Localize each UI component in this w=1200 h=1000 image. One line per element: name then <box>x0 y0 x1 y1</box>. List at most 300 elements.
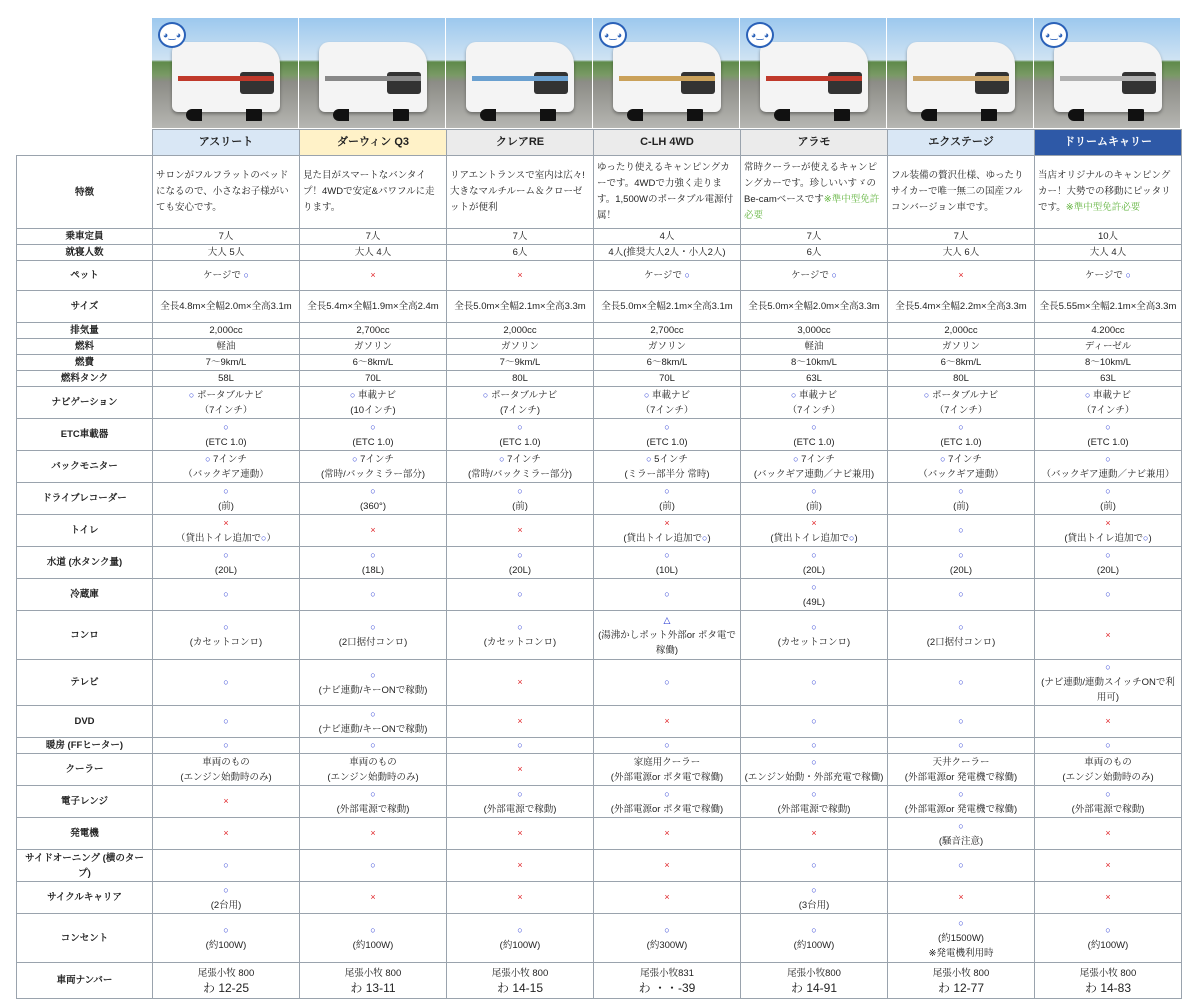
spec-detail: (ETC 1.0) <box>646 436 688 448</box>
unavailable-cross-icon: × <box>517 677 523 687</box>
spec-value: 7人 <box>365 231 381 242</box>
spec-text: ) <box>854 532 858 544</box>
spec-text: 7インチ <box>798 453 835 465</box>
spec-value <box>744 787 884 802</box>
available-circle-icon: ○ <box>958 917 964 928</box>
available-circle-icon: ○ <box>664 421 670 432</box>
spec-value <box>303 668 443 683</box>
spec-value: 6〜8km/L <box>646 357 688 368</box>
spec-value <box>303 523 443 538</box>
spec-value <box>156 587 296 602</box>
unavailable-cross-icon: × <box>1105 629 1111 640</box>
spec-cell <box>300 515 447 547</box>
spec-detail: (7インチ) <box>499 404 541 416</box>
spec-cell <box>741 323 888 339</box>
spec-cell <box>300 818 447 850</box>
unavailable-cross-icon: × <box>370 892 376 902</box>
spec-row <box>17 323 1182 339</box>
unavailable-cross-icon: × <box>223 828 229 838</box>
spec-value <box>156 516 296 531</box>
unavailable-cross-icon: × <box>517 828 523 838</box>
spec-value <box>597 714 737 729</box>
available-circle-icon: ○ <box>1105 485 1111 496</box>
spec-cell <box>741 882 888 914</box>
spec-cell <box>447 371 594 387</box>
spec-value <box>744 548 884 563</box>
spec-cell <box>447 229 594 245</box>
unavailable-cross-icon: × <box>664 892 670 902</box>
spec-cell <box>888 850 1035 882</box>
spec-value <box>891 420 1031 435</box>
spec-value <box>744 826 884 841</box>
spec-row <box>17 339 1182 355</box>
available-circle-icon: ○ <box>811 677 817 687</box>
spec-text: 車載ナビ <box>1090 389 1132 401</box>
spec-cell <box>594 754 741 786</box>
spec-detail: (ETC 1.0) <box>1087 436 1129 448</box>
row-label: トイレ <box>17 515 153 547</box>
spec-value: 80L <box>512 373 528 384</box>
spec-value: 2,700cc <box>356 325 390 336</box>
row-label: テレビ <box>17 660 153 706</box>
spec-value <box>891 587 1031 602</box>
spec-cell <box>447 355 594 371</box>
feature-text: 常時クーラーが使えるキャンピングカーです。珍しいいすゞの Be-camベースです <box>744 162 878 205</box>
plate-number: わ 14-91 <box>790 980 838 995</box>
available-circle-icon: ○ <box>646 453 652 464</box>
spec-detail: (ナビ連動/連動スイッチONで利用可) <box>1041 677 1175 703</box>
spec-value <box>1038 268 1178 283</box>
available-circle-icon: ○ <box>664 925 670 935</box>
available-circle-icon: ○ <box>223 421 229 432</box>
spec-row <box>17 786 1182 818</box>
spec-value: 大人 4人 <box>354 247 392 258</box>
available-circle-icon: ○ <box>849 532 855 543</box>
available-circle-icon: ○ <box>223 925 229 935</box>
available-circle-icon: ○ <box>370 669 376 680</box>
spec-value <box>744 755 884 770</box>
spec-cell <box>153 547 300 579</box>
spec-value <box>156 420 296 435</box>
spec-value <box>303 738 443 753</box>
spec-cell <box>594 355 741 371</box>
spec-cell <box>153 291 300 323</box>
spec-cell <box>300 156 447 229</box>
spec-value <box>891 787 1031 802</box>
spec-cell <box>888 818 1035 850</box>
unavailable-cross-icon: × <box>811 828 817 838</box>
spec-value <box>744 714 884 729</box>
spec-value <box>1038 826 1178 841</box>
available-circle-icon: ○ <box>188 389 195 400</box>
spec-cell <box>1035 291 1182 323</box>
available-circle-icon: ○ <box>223 740 229 750</box>
plate-region: 尾張小牧 800 <box>1079 967 1137 979</box>
plate-number: わ 13-11 <box>350 980 396 995</box>
spec-detail: (エンジン始動時のみ) <box>1062 771 1154 783</box>
available-circle-icon: ○ <box>349 389 356 400</box>
plate-region: 尾張小牧 800 <box>344 967 402 979</box>
plate-region: 尾張小牧831 <box>640 967 694 979</box>
spec-value <box>744 738 884 753</box>
spec-detail: (ミラー部半分 常時) <box>624 468 710 480</box>
spec-detail: （7インチ） <box>787 404 841 416</box>
spec-cell <box>888 419 1035 451</box>
spec-cell <box>447 291 594 323</box>
spec-cell <box>153 706 300 738</box>
available-circle-icon: ○ <box>223 860 229 870</box>
spec-value: 63L <box>806 373 822 384</box>
spec-cell <box>594 291 741 323</box>
available-circle-icon: ○ <box>370 740 376 750</box>
model-header: アラモ <box>741 130 888 156</box>
spec-cell <box>300 229 447 245</box>
unavailable-cross-icon: × <box>1105 860 1111 870</box>
spec-cell <box>447 515 594 547</box>
spec-value <box>450 388 590 403</box>
spec-detail: (湯沸かしポット外部or ポタ電で稼働) <box>598 629 736 656</box>
spec-cell <box>1035 451 1182 483</box>
spec-detail <box>156 531 296 546</box>
spec-cell <box>741 850 888 882</box>
spec-value <box>450 890 590 905</box>
spec-cell <box>447 339 594 355</box>
spec-detail: (外部電源で稼動) <box>1071 803 1145 815</box>
spec-cell <box>594 483 741 515</box>
spec-cell <box>594 261 741 291</box>
available-circle-icon: ○ <box>370 925 376 935</box>
spec-detail: (外部電源で稼動) <box>777 803 851 815</box>
spec-value: 3,000cc <box>797 325 831 336</box>
spec-row <box>17 579 1182 611</box>
unavailable-cross-icon: × <box>1105 828 1111 838</box>
spec-value: 8〜10km/L <box>791 357 837 368</box>
available-circle-icon: ○ <box>1105 925 1111 935</box>
available-circle-icon: ○ <box>1084 389 1091 400</box>
row-label: 燃料タンク <box>17 371 153 387</box>
spec-detail: (エンジン始動時のみ) <box>180 771 272 783</box>
spec-text: ポータブルナビ <box>929 389 999 401</box>
spec-value <box>744 268 884 283</box>
row-label: ペット <box>17 261 153 291</box>
available-circle-icon: ○ <box>664 788 670 799</box>
spec-detail: (前) <box>512 500 528 512</box>
unavailable-cross-icon: × <box>517 892 523 902</box>
available-circle-icon: ○ <box>370 708 376 719</box>
spec-value <box>744 388 884 403</box>
spec-cell <box>447 419 594 451</box>
spec-cell <box>153 738 300 754</box>
spec-value: 大人 6人 <box>942 247 980 258</box>
spec-row <box>17 611 1182 660</box>
spec-value <box>303 923 443 938</box>
spec-value <box>450 858 590 873</box>
spec-cell <box>888 339 1035 355</box>
spec-cell <box>888 156 1035 229</box>
available-circle-icon: ○ <box>370 788 376 799</box>
spec-cell <box>888 706 1035 738</box>
available-circle-icon: ○ <box>811 925 817 935</box>
shop-logo-icon: ◕‿◕ <box>599 22 627 48</box>
spec-value <box>1038 452 1178 467</box>
spec-cell <box>1035 738 1182 754</box>
spec-value <box>597 675 737 690</box>
available-circle-icon: ○ <box>223 677 229 687</box>
available-circle-icon: ○ <box>1105 453 1111 464</box>
spec-cell <box>888 963 1035 999</box>
spec-value: 70L <box>365 373 381 384</box>
spec-value <box>891 819 1031 834</box>
spec-value: 6〜8km/L <box>940 357 982 368</box>
spec-cell <box>1035 387 1182 419</box>
spec-value <box>1038 787 1178 802</box>
spec-cell <box>594 419 741 451</box>
available-circle-icon: ○ <box>664 740 670 750</box>
spec-row <box>17 291 1182 323</box>
spec-value: 8〜10km/L <box>1085 357 1131 368</box>
row-label: 特徴 <box>17 156 153 229</box>
available-circle-icon: ○ <box>958 525 964 535</box>
spec-cell <box>447 754 594 786</box>
unavailable-cross-icon: × <box>223 517 229 528</box>
available-circle-icon: ○ <box>499 453 505 464</box>
spec-cell <box>594 963 741 999</box>
spec-value <box>450 787 590 802</box>
unavailable-cross-icon: × <box>664 828 670 838</box>
spec-cell <box>888 355 1035 371</box>
spec-detail: (ETC 1.0) <box>352 436 394 448</box>
spec-cell <box>594 387 741 419</box>
spec-value <box>597 890 737 905</box>
spec-cell <box>300 291 447 323</box>
van-stripe <box>766 76 862 81</box>
available-circle-icon: ○ <box>205 453 211 464</box>
available-circle-icon: ○ <box>370 589 376 599</box>
spec-detail: （バックギア連動） <box>918 468 1004 480</box>
spec-cell <box>741 786 888 818</box>
spec-cell <box>741 660 888 706</box>
available-circle-icon: ○ <box>352 453 358 464</box>
plate-number: わ 12-77 <box>937 980 985 995</box>
spec-cell <box>594 660 741 706</box>
available-circle-icon: ○ <box>517 421 523 432</box>
spec-row <box>17 451 1182 483</box>
spec-detail: (360°) <box>360 500 386 512</box>
van-stripe <box>178 76 274 81</box>
spec-value <box>156 620 296 635</box>
spec-detail: (外部電源で稼動) <box>483 803 557 815</box>
available-circle-icon: ○ <box>1105 662 1111 672</box>
spec-cell <box>1035 355 1182 371</box>
spec-text: 車載ナビ <box>649 389 691 401</box>
spec-cell <box>447 483 594 515</box>
spec-value: 4.200cc <box>1091 325 1125 336</box>
spec-text: (貸出トイレ追加で <box>770 532 850 544</box>
row-label: バックモニター <box>17 451 153 483</box>
spec-cell <box>153 339 300 355</box>
unavailable-cross-icon: × <box>370 525 376 535</box>
spec-cell <box>153 371 300 387</box>
spec-value: 4人 <box>659 231 675 242</box>
spec-value: 7人 <box>953 231 969 242</box>
spec-value: 6人 <box>806 247 822 258</box>
spec-detail: (20L) <box>802 564 826 576</box>
spec-value <box>450 620 590 635</box>
spec-cell <box>594 579 741 611</box>
spec-cell <box>1035 245 1182 261</box>
available-circle-icon: ○ <box>664 549 670 560</box>
unavailable-cross-icon: × <box>1105 892 1111 902</box>
spec-value <box>450 420 590 435</box>
spec-text: 7インチ <box>945 453 982 465</box>
spec-cell <box>888 611 1035 660</box>
available-circle-icon: ○ <box>1105 549 1111 560</box>
spec-row <box>17 229 1182 245</box>
spec-value <box>744 516 884 531</box>
available-circle-icon: ○ <box>702 532 708 543</box>
spec-value: 車両のもの <box>202 756 250 768</box>
spec-cell <box>300 738 447 754</box>
spec-value <box>156 858 296 873</box>
spec-cell <box>741 261 888 291</box>
spec-cell <box>741 339 888 355</box>
available-circle-icon: ○ <box>223 589 229 599</box>
spec-detail: (ETC 1.0) <box>940 436 982 448</box>
available-circle-icon: ○ <box>1105 740 1111 750</box>
spec-cell <box>888 914 1035 963</box>
spec-cell <box>594 229 741 245</box>
row-label: 排気量 <box>17 323 153 339</box>
spec-cell <box>741 515 888 547</box>
unavailable-cross-icon: × <box>1105 517 1111 528</box>
spec-cell <box>1035 339 1182 355</box>
spec-value <box>303 620 443 635</box>
spec-cell <box>300 660 447 706</box>
spec-text: ケージで <box>1085 270 1126 281</box>
available-circle-icon: ○ <box>831 270 837 280</box>
spec-value <box>450 268 590 283</box>
spec-cell <box>741 156 888 229</box>
available-circle-icon: ○ <box>790 389 797 400</box>
spec-cell <box>153 882 300 914</box>
available-circle-icon: ○ <box>1105 589 1111 599</box>
spec-cell <box>153 355 300 371</box>
spec-cell <box>594 882 741 914</box>
spec-detail: (2口据付コンロ) <box>338 637 408 648</box>
spec-value: 2,000cc <box>944 325 978 336</box>
spec-cell <box>153 483 300 515</box>
spec-detail: (外部電源or 発電機で稼働) <box>904 771 1018 783</box>
available-circle-icon: ○ <box>811 884 817 895</box>
spec-value <box>891 916 1031 931</box>
spec-cell <box>594 738 741 754</box>
row-label: サイドオーニング (横のタープ) <box>17 850 153 882</box>
spec-cell <box>447 786 594 818</box>
spec-text: (貸出トイレ追加で <box>1064 532 1144 544</box>
spec-cell <box>1035 706 1182 738</box>
spec-value <box>1038 516 1178 531</box>
spec-value <box>303 890 443 905</box>
spec-cell <box>888 579 1035 611</box>
spec-detail: (20L) <box>949 564 973 576</box>
spec-cell <box>300 754 447 786</box>
spec-row <box>17 754 1182 786</box>
spec-value <box>891 675 1031 690</box>
spec-value: ガソリン <box>500 341 539 352</box>
spec-value <box>303 388 443 403</box>
spec-value: 全長5.0m×全幅2.1m×全高3.1m <box>601 301 733 312</box>
spec-value <box>744 923 884 938</box>
spec-value: 大人 5人 <box>207 247 245 258</box>
plate-region: 尾張小牧 800 <box>197 967 255 979</box>
spec-value: 全長5.55m×全幅2.1m×全高3.3m <box>1039 301 1177 312</box>
spec-value <box>1038 923 1178 938</box>
spec-value <box>303 826 443 841</box>
spec-cell <box>594 371 741 387</box>
spec-detail: (前) <box>1100 500 1116 512</box>
spec-value <box>450 738 590 753</box>
spec-value: ディーゼル <box>1084 341 1132 352</box>
available-circle-icon: ○ <box>958 622 964 632</box>
spec-cell <box>888 387 1035 419</box>
spec-value <box>1038 548 1178 563</box>
spec-cell <box>741 371 888 387</box>
row-label: ドライブレコーダー <box>17 483 153 515</box>
spec-cell <box>300 483 447 515</box>
spec-cell <box>594 547 741 579</box>
available-circle-icon: ○ <box>261 532 267 543</box>
spec-value <box>597 826 737 841</box>
spec-cell <box>594 611 741 660</box>
available-circle-icon: ○ <box>958 549 964 560</box>
spec-cell <box>447 387 594 419</box>
spec-text: 7インチ <box>357 453 394 465</box>
spec-rows <box>17 156 1182 999</box>
spec-cell <box>888 451 1035 483</box>
spec-cell <box>153 387 300 419</box>
spec-detail: （7インチ） <box>934 404 988 416</box>
model-header-row <box>17 130 1182 156</box>
spec-cell <box>741 706 888 738</box>
spec-cell <box>594 451 741 483</box>
spec-text: ポータブルナビ <box>488 389 558 401</box>
unavailable-cross-icon: × <box>370 828 376 838</box>
available-circle-icon: ○ <box>923 389 930 400</box>
spec-detail: (前) <box>953 500 969 512</box>
spec-value: 7人 <box>218 231 234 242</box>
spec-value <box>303 452 443 467</box>
spec-text: ) <box>1148 532 1152 544</box>
spec-detail: (ナビ連動/キーONで稼動) <box>318 723 428 735</box>
spec-cell <box>1035 229 1182 245</box>
spec-cell <box>1035 850 1182 882</box>
spec-cell <box>1035 515 1182 547</box>
spec-cell <box>153 323 300 339</box>
spec-cell <box>300 261 447 291</box>
available-circle-icon: ○ <box>958 740 964 750</box>
spec-value <box>1038 420 1178 435</box>
spec-detail: (外部電源で稼動) <box>336 803 410 815</box>
available-circle-icon: ○ <box>517 549 523 560</box>
row-label: 就寝人数 <box>17 245 153 261</box>
spec-cell <box>447 882 594 914</box>
corner-cell <box>17 130 153 156</box>
spec-cell <box>300 850 447 882</box>
spec-detail: (エンジン始動時のみ) <box>327 771 419 783</box>
available-circle-icon: ○ <box>517 740 523 750</box>
available-circle-icon: ○ <box>811 622 817 632</box>
available-circle-icon: ○ <box>793 453 799 464</box>
